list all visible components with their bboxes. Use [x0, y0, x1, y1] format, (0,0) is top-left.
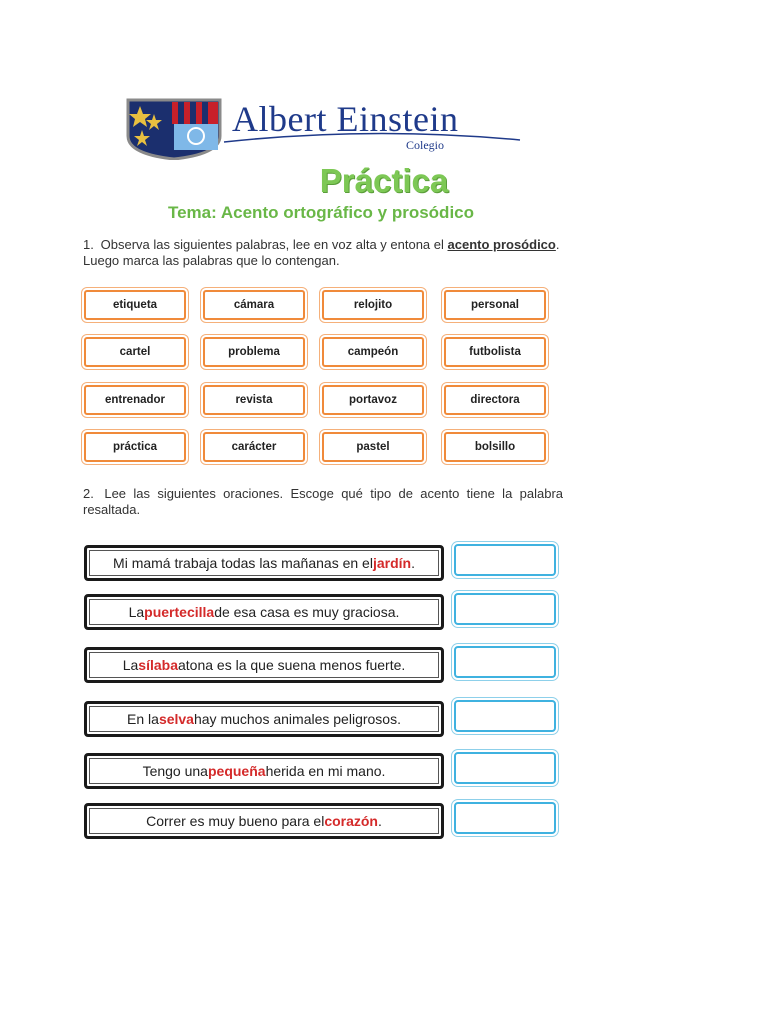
- instruction-text: Observa las siguientes palabras, lee en voz alta y entona el: [100, 237, 448, 252]
- answer-box[interactable]: [454, 544, 556, 576]
- sentence-text: atona es la que suena menos fuerte.: [178, 657, 406, 673]
- swoosh-decoration: [222, 130, 522, 144]
- sentence-text: En la: [127, 711, 159, 727]
- sentence-text: hay muchos animales peligrosos.: [193, 711, 401, 727]
- highlighted-word: selva: [158, 711, 194, 727]
- sentence-box: [84, 753, 444, 789]
- sentence-text: Mi mamá trabaja todas las mañanas en el: [113, 555, 373, 571]
- word-box[interactable]: carácter: [203, 432, 305, 462]
- word-box[interactable]: futbolista: [444, 337, 546, 367]
- word-box[interactable]: campeón: [322, 337, 424, 367]
- word-box[interactable]: etiqueta: [84, 290, 186, 320]
- sentence-box: [84, 647, 444, 683]
- word-box[interactable]: pastel: [322, 432, 424, 462]
- sentence-box: [84, 803, 444, 839]
- word-box[interactable]: bolsillo: [444, 432, 546, 462]
- sentence-box: [84, 701, 444, 737]
- sentence-text: La: [128, 604, 145, 620]
- sentence-box: [84, 594, 444, 630]
- highlighted-word: jardín: [372, 555, 412, 571]
- highlighted-word: puertecilla: [144, 604, 215, 620]
- instruction-number: 2.: [83, 486, 94, 501]
- word-box[interactable]: problema: [203, 337, 305, 367]
- school-name: Albert Einstein: [232, 99, 459, 139]
- sentence-text: .: [411, 555, 415, 571]
- sentence-text: de esa casa es muy graciosa.: [214, 604, 400, 620]
- highlighted-word: corazón: [324, 813, 378, 829]
- sentence-text: Correr es muy bueno para el: [146, 813, 325, 829]
- answer-box[interactable]: [454, 593, 556, 625]
- highlighted-word: sílaba: [138, 657, 178, 673]
- instruction-text-end: . Luego marca las palabras que lo contengan.: [83, 237, 560, 268]
- sentence-text: herida en mi mano.: [265, 763, 386, 779]
- answer-box[interactable]: [454, 700, 556, 732]
- sentence-text: .: [378, 813, 382, 829]
- word-box[interactable]: revista: [203, 385, 305, 415]
- word-box[interactable]: cartel: [84, 337, 186, 367]
- word-box[interactable]: directora: [444, 385, 546, 415]
- instruction-1: [83, 237, 563, 269]
- answer-box[interactable]: [454, 646, 556, 678]
- word-box[interactable]: cámara: [203, 290, 305, 320]
- sentence-box: [84, 545, 444, 581]
- word-box[interactable]: relojito: [322, 290, 424, 320]
- word-box[interactable]: entrenador: [84, 385, 186, 415]
- instruction-number: 1.: [83, 237, 94, 252]
- word-box[interactable]: personal: [444, 290, 546, 320]
- instruction-emphasis: acento prosódico: [447, 237, 556, 252]
- answer-box[interactable]: [454, 752, 556, 784]
- sentence-text: La: [122, 657, 139, 673]
- page-subtitle: Tema: Acento ortográfico y prosódico: [167, 203, 475, 222]
- sentence-text: Tengo una: [142, 763, 208, 779]
- school-subtitle: Colegio: [406, 138, 444, 152]
- page-title: Práctica: [319, 162, 449, 199]
- answer-box[interactable]: [454, 802, 556, 834]
- word-box[interactable]: portavoz: [322, 385, 424, 415]
- school-shield-icon: [124, 96, 224, 160]
- instruction-2: [83, 486, 563, 518]
- school-logo: [124, 96, 524, 162]
- instruction-text: Lee las siguientes oraciones. Escoge qué tipo de acento tiene la palabra resaltada.: [83, 486, 563, 517]
- highlighted-word: pequeña: [207, 763, 266, 779]
- word-box[interactable]: práctica: [84, 432, 186, 462]
